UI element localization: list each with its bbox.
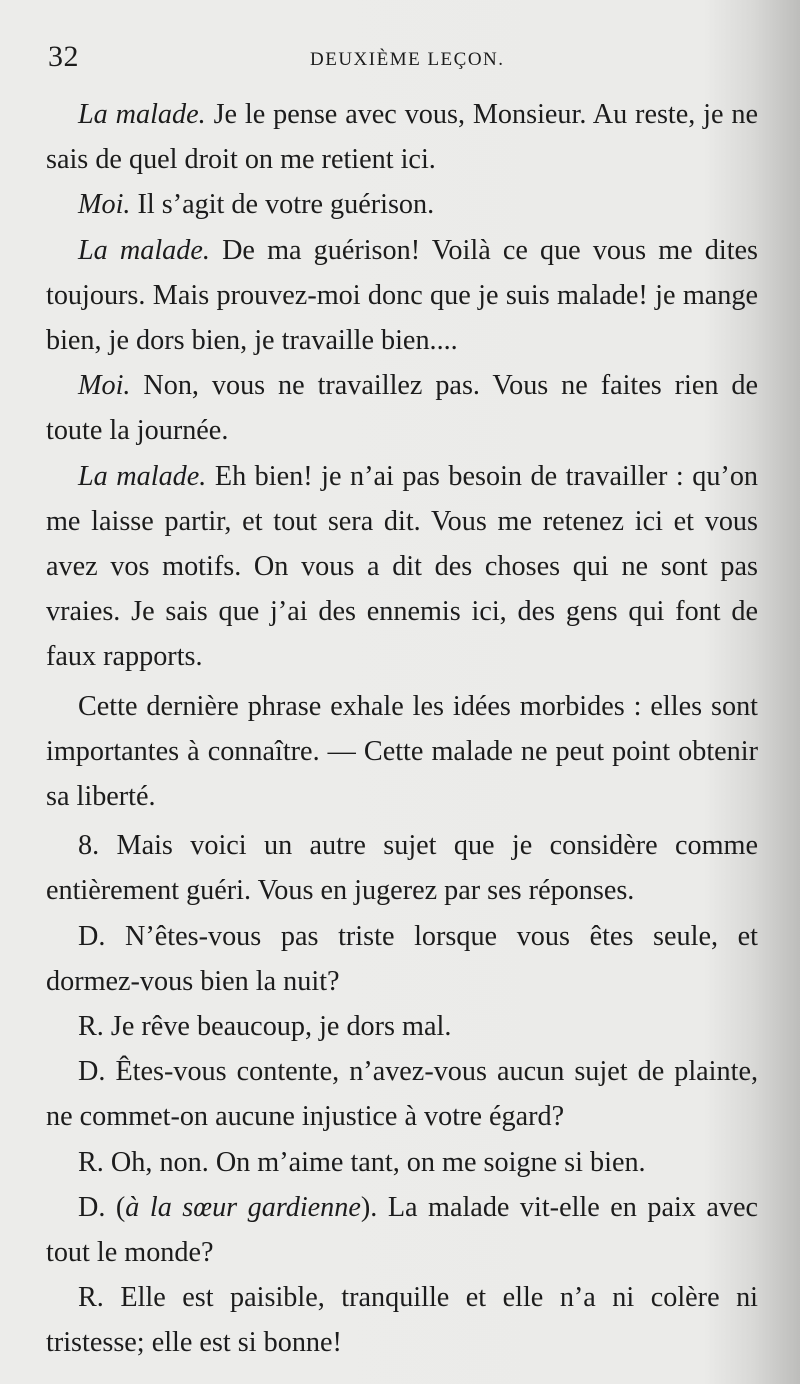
paragraph-text: Je le pense avec vous, Monsieur. Au reste, je ne sais de quel droit on me retient ici. — [46, 99, 759, 176]
dialogue-paragraph — [46, 92, 758, 182]
question-paragraph — [46, 1185, 758, 1275]
speaker-label: Moi. — [78, 189, 131, 221]
running-title: DEUXIÈME LEÇON. — [310, 49, 505, 70]
body-text — [46, 92, 758, 1366]
paragraph-text: ). La malade vit-elle en paix avec tout le monde? — [46, 1191, 758, 1269]
speaker-label: La malade. — [78, 460, 207, 492]
speaker-label: La malade. — [78, 99, 206, 130]
paragraph-text: Eh bien! je n’ai pas besoin de travailler : qu’on me laisse partir, et tout sera dit. Vous me retenez ici et vous avez vos motifs. On vous a dit des choses qui ne sont pas vraies. Je sais que j’ai des ennemis ici, des gens qui font de faux rapports. — [46, 460, 759, 673]
paragraph-text: Non, vous ne travaillez pas. Vous ne faites rien de toute la journée. — [46, 370, 758, 447]
stage-direction: à la sœur gardienne — [125, 1191, 361, 1223]
answer-paragraph: R. Je rêve beaucoup, je dors mal. — [78, 1011, 452, 1043]
question-prefix: D. ( — [78, 1191, 126, 1223]
page-number: 32 — [48, 40, 79, 73]
dialogue-paragraph — [46, 228, 758, 364]
speaker-label: Moi. — [78, 370, 131, 402]
answer-paragraph: R. Elle est paisible, tranquille et elle n’a ni colère ni tristesse; elle est si bonne! — [46, 1282, 758, 1359]
page-header — [48, 40, 752, 80]
dialogue-paragraph — [46, 454, 758, 680]
dialogue-paragraph — [46, 182, 758, 227]
paragraph-text: De ma guérison! Voilà ce que vous me dites toujours. Mais prouvez-moi donc que je suis malade! je mange bien, je dors bien, je travaille bien.... — [46, 234, 759, 357]
commentary-paragraph: Cette dernière phrase exhale les idées morbides : elles sont importantes à connaître. — Cette malade ne peut point obtenir sa liberté. — [46, 690, 758, 813]
speaker-label: La malade. — [78, 234, 210, 266]
question-paragraph: D. Êtes-vous contente, n’avez-vous aucun sujet de plainte, ne commet-on aucune injustice à votre égard? — [46, 1056, 758, 1133]
question-paragraph: D. N’êtes-vous pas triste lorsque vous êtes seule, et dormez-vous bien la nuit? — [46, 920, 758, 997]
dialogue-paragraph — [46, 363, 758, 453]
paragraph-text: Il s’agit de votre guérison. — [130, 189, 435, 221]
case-intro-paragraph: 8. Mais voici un autre sujet que je considère comme entièrement guéri. Vous en jugerez par ses réponses. — [46, 830, 758, 907]
answer-paragraph: R. Oh, non. On m’aime tant, on me soigne si bien. — [78, 1146, 646, 1178]
